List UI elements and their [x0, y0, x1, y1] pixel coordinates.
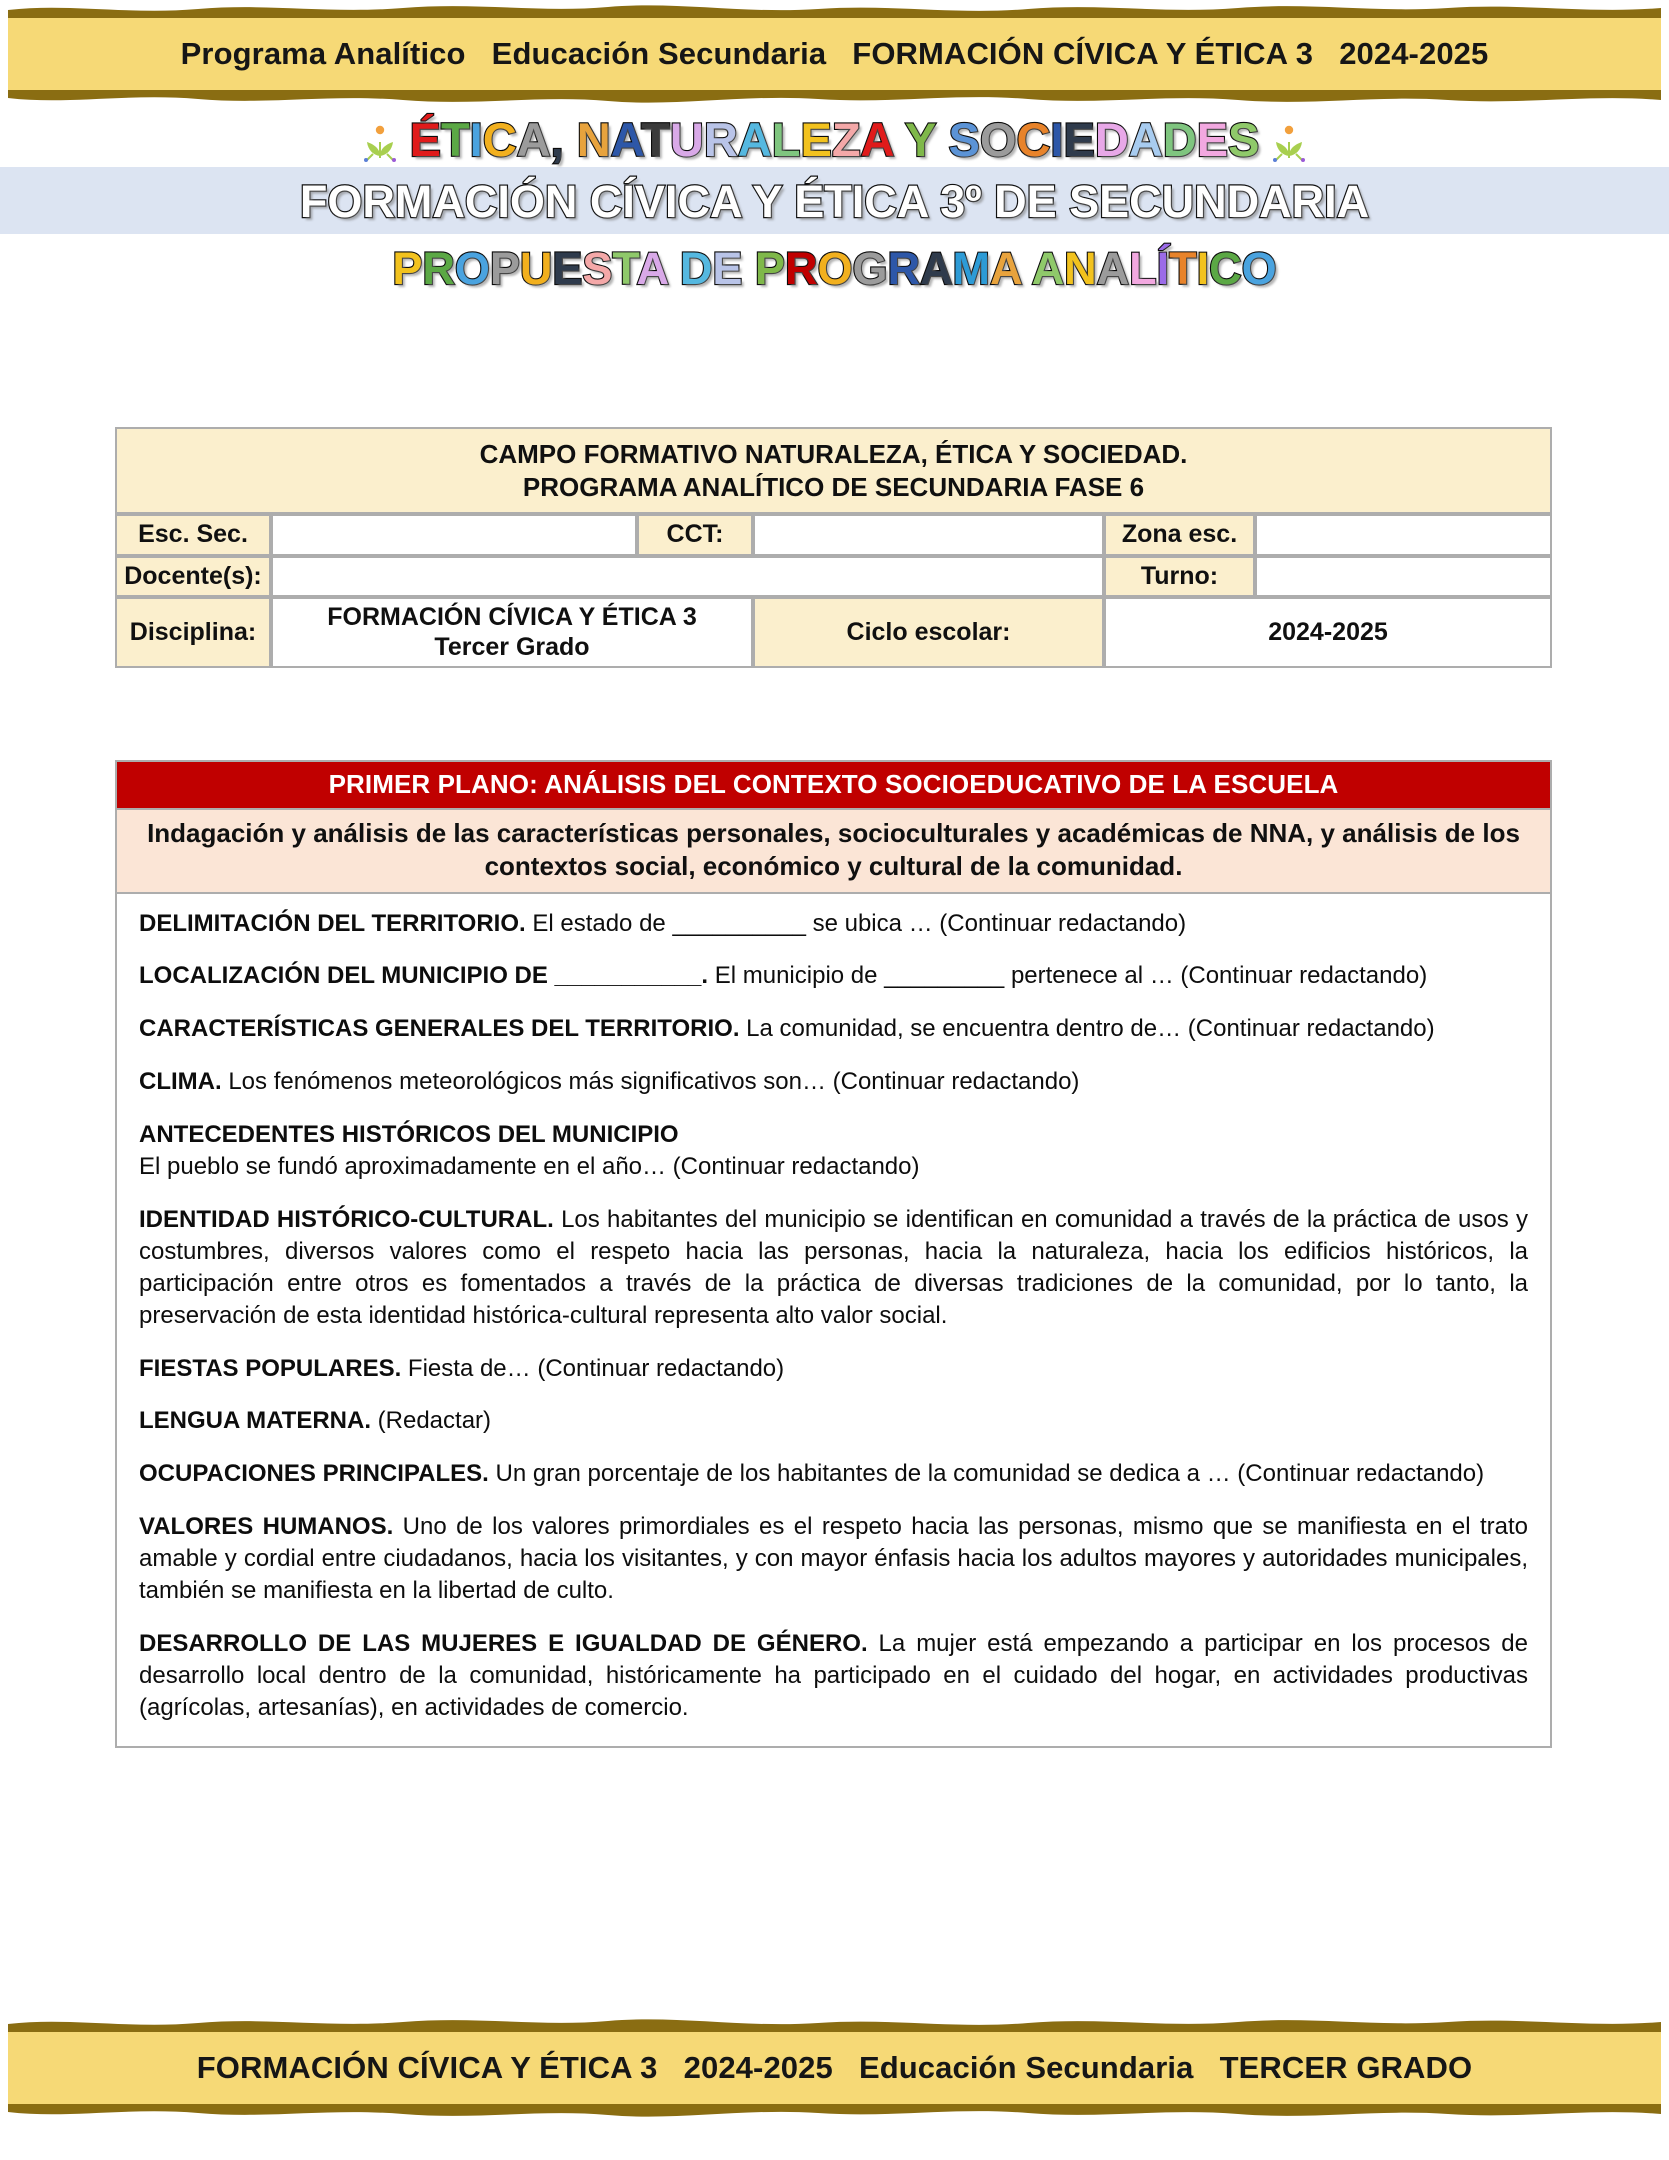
- title-letter: É: [409, 113, 441, 166]
- title-letter: P: [392, 243, 423, 294]
- paragraph-heading: LENGUA MATERNA.: [139, 1407, 371, 1435]
- title-text-line-3: [392, 243, 1276, 294]
- paragraph-heading: OCUPACIONES PRINCIPALES.: [139, 1460, 489, 1488]
- title-letter: Í: [1156, 243, 1170, 294]
- content-paragraph: [139, 1353, 1528, 1385]
- title-letter: C: [1209, 243, 1242, 294]
- title-line-1: [0, 108, 1669, 167]
- title-letter: N: [544, 176, 578, 227]
- header-banner: [8, 16, 1661, 92]
- title-letter: A: [919, 243, 953, 294]
- title-text-line-2: [300, 176, 1369, 227]
- label-cct: CCT:: [637, 514, 753, 556]
- content-paragraph: [139, 960, 1528, 992]
- title-letter: E: [800, 113, 832, 166]
- table-row-esc-sec: [115, 514, 1552, 556]
- field-zona-esc[interactable]: [1255, 514, 1552, 556]
- title-letter: R: [1291, 176, 1325, 227]
- title-letter: E: [1196, 113, 1229, 166]
- title-letter: P: [489, 243, 520, 294]
- title-letter: [1021, 243, 1032, 294]
- content-paragraph: [139, 908, 1528, 940]
- title-letter: T: [641, 113, 670, 166]
- title-letter: A: [432, 176, 465, 227]
- title-letter: [577, 176, 590, 227]
- banner-bottom-torn-edge-top: [8, 2015, 1661, 2032]
- header-banner-text: Programa Analítico Educación Secundaria FORMACIÓN CÍVICA Y ÉTICA 3 2024-2025: [180, 36, 1489, 71]
- field-turno[interactable]: [1255, 556, 1552, 598]
- title-letter: R: [422, 243, 455, 294]
- title-letter: E: [552, 243, 583, 294]
- title-letter: A: [610, 113, 642, 166]
- title-letter: O: [1241, 243, 1277, 294]
- title-letter: I: [664, 176, 678, 227]
- title-letter: U: [669, 113, 704, 166]
- title-letter: A: [1096, 243, 1130, 294]
- title-letter: A: [1031, 243, 1065, 294]
- paragraph-body: Uno de los valores primordiales es el respeto hacia las personas, mismo que se manifiesta en el trato amable y cordial entre ciudadanos, hacia los visitantes, y con mayor énfasis hacia los adultos mayores y autoridades municipales, también se manifiesta en la libertad de culto.: [139, 1513, 1528, 1605]
- title-letter: P: [754, 243, 785, 294]
- title-letter: C: [589, 176, 623, 227]
- sprout-icon-right: [1272, 122, 1306, 160]
- title-letter: S: [948, 113, 980, 166]
- paragraph-heading: IDENTIDAD HISTÓRICO-CULTURAL.: [139, 1205, 554, 1233]
- label-turno: Turno:: [1104, 556, 1255, 598]
- title-letter: I: [497, 176, 510, 227]
- title-letter: A: [1128, 113, 1163, 166]
- heading-line-1: CAMPO FORMATIVO NATURALEZA, ÉTICA Y SOCIEDAD.: [479, 439, 1188, 469]
- disciplina-line-2: Tercer Grado: [434, 632, 590, 661]
- title-letter: C: [482, 113, 517, 166]
- panel-body: [117, 894, 1550, 1746]
- title-letter: N: [1064, 243, 1097, 294]
- title-letter: Y: [904, 113, 936, 166]
- title-letter: I: [1324, 176, 1337, 227]
- title-letter: R: [703, 113, 738, 166]
- footer-banner-text: FORMACIÓN CÍVICA Y ÉTICA 3 2024-2025 Educación Secundaria TERCER GRADO: [196, 2050, 1473, 2085]
- title-letter: A: [709, 176, 741, 227]
- title-letter: [667, 243, 680, 294]
- title-letter: D: [994, 176, 1027, 227]
- title-letter: Y: [752, 176, 782, 227]
- paragraph-heading: LOCALIZACIÓN DEL MUNICIPIO DE ___________.: [139, 962, 709, 990]
- title-letter: D: [1226, 176, 1260, 227]
- label-zona-esc: Zona esc.: [1104, 514, 1255, 556]
- label-ciclo-escolar: Ciclo escolar:: [753, 597, 1104, 668]
- disciplina-line-1: FORMACIÓN CÍVICA Y ÉTICA 3: [327, 603, 697, 631]
- title-letter: A: [516, 113, 551, 166]
- field-esc-sec[interactable]: [271, 514, 637, 556]
- content-paragraph: [139, 1511, 1528, 1607]
- content-paragraph: [139, 1204, 1528, 1332]
- paragraph-heading: ANTECEDENTES HISTÓRICOS DEL MUNICIPIO: [139, 1121, 679, 1149]
- title-letter: A: [860, 113, 893, 166]
- title-letter: U: [519, 243, 553, 294]
- title-letter: L: [771, 113, 801, 166]
- primer-plano-panel: [115, 760, 1552, 1748]
- title-letter: I: [1050, 113, 1064, 166]
- title-letter: V: [634, 176, 665, 227]
- paragraph-heading: FIESTAS POPULARES.: [139, 1354, 402, 1382]
- content-paragraph: [139, 1066, 1528, 1098]
- paragraph-heading: DESARROLLO DE LAS MUJERES E IGUALDAD DE GÉNERO.: [139, 1630, 868, 1657]
- title-letter: [893, 113, 905, 166]
- field-ciclo-escolar: 2024-2025: [1104, 597, 1552, 668]
- label-disciplina: Disciplina:: [115, 597, 271, 668]
- title-letter: O: [979, 113, 1017, 166]
- title-letter: É: [794, 176, 825, 227]
- paragraph-heading: VALORES HUMANOS.: [139, 1513, 394, 1541]
- panel-subtitle: Indagación y análisis de las características personales, socioculturales y académicas de NNA, y análisis de los contextos social, económico y cultural de la comunidad.: [117, 808, 1550, 894]
- paragraph-body: Fiesta de… (Continuar redactando): [401, 1354, 785, 1382]
- paragraph-body: La mujer está empezando a participar en los procesos de desarrollo local dentro de la comunidad, históricamente ha participado en el cuidado del hogar, en actividades productivas (agrícolas, artesanías), en actividades de comercio.: [139, 1630, 1529, 1721]
- title-line-2: [0, 167, 1669, 234]
- paragraph-body: Un gran porcentaje de los habitantes de la comunidad se dedica a … (Continuar redactando): [488, 1460, 1485, 1488]
- title-letter: Z: [831, 113, 861, 166]
- content-paragraph: [139, 1405, 1528, 1437]
- title-letter: C: [677, 176, 710, 227]
- content-paragraph: [139, 1628, 1528, 1724]
- title-letter: C: [464, 176, 498, 227]
- title-letter: R: [362, 176, 395, 227]
- title-letter: O: [817, 243, 853, 294]
- title-letter: C: [1016, 113, 1051, 166]
- panel-red-header: PRIMER PLANO: ANÁLISIS DEL CONTEXTO SOCIOEDUCATIVO DE LA ESCUELA: [117, 762, 1550, 808]
- title-letter: E: [1026, 176, 1057, 227]
- title-letter: [564, 113, 577, 166]
- title-letter: D: [1162, 113, 1197, 166]
- title-letter: T: [440, 113, 470, 166]
- paragraph-body: El municipio de _________ pertenece al … (Continuar redactando): [708, 962, 1428, 990]
- title-letter: I: [851, 176, 865, 227]
- sprout-icon: [363, 122, 397, 160]
- content-paragraph: [139, 1013, 1528, 1045]
- title-letter: M: [952, 243, 990, 294]
- title-letter: º: [965, 176, 982, 227]
- field-cct[interactable]: [753, 514, 1104, 556]
- title-letter: F: [299, 176, 328, 227]
- title-letter: A: [1259, 176, 1292, 227]
- title-line-3: [0, 234, 1669, 297]
- title-letter: A: [737, 113, 772, 166]
- title-letter: [782, 176, 795, 227]
- paragraph-heading: CLIMA.: [139, 1068, 222, 1096]
- title-letter: O: [327, 176, 363, 227]
- school-info-table: [115, 427, 1552, 668]
- title-letter: N: [576, 113, 611, 166]
- title-letter: I: [469, 113, 483, 166]
- title-letter: S: [582, 243, 613, 294]
- title-letter: N: [1194, 176, 1227, 227]
- title-letter: M: [394, 176, 433, 227]
- field-docentes[interactable]: [271, 556, 1104, 598]
- title-letter: E: [1063, 113, 1095, 166]
- title-letter: C: [864, 176, 897, 227]
- paragraph-body: El pueblo se fundó aproximadamente en el año… (Continuar redactando): [139, 1153, 920, 1181]
- content-paragraph: [139, 1119, 1528, 1183]
- title-letter: S: [1069, 176, 1100, 227]
- title-letter: [928, 176, 941, 227]
- title-letter: [982, 176, 995, 227]
- title-letter: ,: [550, 113, 564, 166]
- title-letter: U: [1161, 176, 1195, 227]
- footer-banner: [8, 2030, 1661, 2106]
- title-letter: [741, 176, 753, 227]
- banner-top-torn-edge-bottom: [8, 90, 1661, 107]
- decorative-title-block: [0, 108, 1669, 297]
- paragraph-body: Los fenómenos meteorológicos más significativos son… (Continuar redactando): [221, 1068, 1080, 1096]
- table-row-disciplina: [115, 597, 1552, 668]
- title-letter: Í: [622, 176, 635, 227]
- paragraph-body: El estado de __________ se ubica … (Continuar redactando): [525, 909, 1187, 937]
- title-text-line-1: [410, 113, 1260, 166]
- label-docentes: Docente(s):: [115, 556, 271, 598]
- title-letter: A: [989, 243, 1021, 294]
- title-letter: R: [887, 243, 920, 294]
- title-letter: T: [612, 243, 637, 294]
- title-letter: C: [1129, 176, 1162, 227]
- info-table-heading: [115, 427, 1552, 514]
- title-letter: T: [1169, 243, 1197, 294]
- paragraph-heading: DELIMITACIÓN DEL TERRITORIO.: [139, 909, 526, 937]
- title-letter: A: [1336, 176, 1370, 227]
- title-letter: S: [1228, 113, 1260, 166]
- heading-line-2: PROGRAMA ANALÍTICO DE SECUNDARIA FASE 6: [522, 471, 1145, 502]
- title-letter: L: [1129, 243, 1157, 294]
- title-letter: A: [896, 176, 928, 227]
- title-letter: D: [1094, 113, 1129, 166]
- title-letter: [935, 113, 948, 166]
- table-row-docentes: [115, 556, 1552, 598]
- content-paragraph: [139, 1458, 1528, 1490]
- title-letter: E: [1099, 176, 1130, 227]
- table-row-heading: [115, 427, 1552, 514]
- paragraph-heading: CARACTERÍSTICAS GENERALES DEL TERRITORIO.: [139, 1015, 740, 1043]
- field-disciplina: [271, 597, 753, 668]
- title-letter: Ó: [509, 176, 545, 227]
- title-letter: E: [712, 243, 743, 294]
- title-letter: R: [784, 243, 818, 294]
- label-esc-sec: Esc. Sec.: [115, 514, 271, 556]
- paragraph-body: (Redactar): [370, 1407, 492, 1435]
- banner-bottom-torn-edge: [8, 2104, 1661, 2121]
- title-letter: [742, 243, 755, 294]
- title-letter: O: [454, 243, 490, 294]
- title-letter: I: [1196, 243, 1210, 294]
- title-letter: A: [636, 243, 668, 294]
- title-letter: [1057, 176, 1070, 227]
- paragraph-body: La comunidad, se encuentra dentro de… (Continuar redactando): [739, 1015, 1435, 1043]
- title-letter: T: [824, 176, 852, 227]
- paragraph-body: Los habitantes del municipio se identifican en comunidad a través de la práctica de usos y costumbres, diversos valores como el respeto hacia las personas, hacia la naturaleza, hacia los edificios históricos, la participación entre otros es fomentados a través de la práctica de diversas tradiciones de la comunidad, por lo tanto, la preservación de esta identidad histórica-cultural representa alto valor social.: [139, 1205, 1528, 1329]
- banner-top-torn-edge: [8, 1, 1661, 18]
- title-letter: G: [852, 243, 888, 294]
- title-letter: D: [679, 243, 713, 294]
- title-letter: 3: [940, 176, 966, 227]
